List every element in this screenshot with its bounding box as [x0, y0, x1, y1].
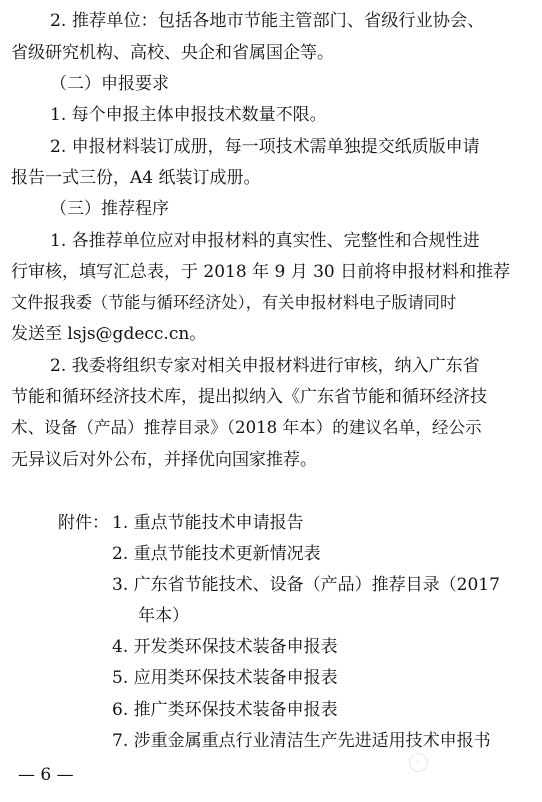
body-line: 2. 我委将组织专家对相关申报材料进行审核，纳入广东省	[50, 356, 480, 376]
page-number: — 6 —	[18, 765, 74, 785]
body-line: 报告一式三份，A4 纸装订成册。	[11, 168, 261, 188]
body-line: 无异议后对外公布，并择优向国家推荐。	[11, 450, 317, 470]
watermark-icon: ◦	[409, 753, 428, 772]
attachments-label: 附件：	[58, 513, 109, 533]
attachment-item: 7. 涉重金属重点行业清洁生产先进适用技术申报书	[112, 731, 491, 751]
attachment-item: 1. 重点节能技术申请报告	[112, 513, 304, 533]
body-line: 术、设备（产品）推荐目录》（2018 年本）的建议名单，经公示	[11, 418, 482, 437]
body-line: 文件报我委（节能与循环经济处），有关申报材料电子版请同时	[11, 293, 457, 312]
body-line: 节能和循环经济技术库，提出拟纳入《广东省节能和循环经济技	[11, 387, 487, 407]
body-line: 省级研究机构、高校、央企和省属国企等。	[11, 43, 334, 63]
attachment-item: 5. 应用类环保技术装备申报表	[112, 668, 338, 688]
body-line: 1. 每个申报主体申报技术数量不限。	[50, 105, 327, 125]
attachment-item: 6. 推广类环保技术装备申报表	[112, 700, 338, 720]
attachment-item: 4. 开发类环保技术装备申报表	[112, 637, 338, 657]
section-heading: （二）申报要求	[50, 74, 169, 94]
body-line: 2. 申报材料装订成册，每一项技术需单独提交纸质版申请	[50, 137, 480, 157]
attachment-item: 2. 重点节能技术更新情况表	[112, 544, 321, 564]
body-line: 2. 推荐单位：包括各地市节能主管部门、省级行业协会、	[50, 11, 485, 31]
attachment-item-continuation: 年本）	[138, 606, 189, 626]
body-line: 行审核，填写汇总表，于 2018 年 9 月 30 日前将申报材料和推荐	[11, 262, 511, 282]
body-line: 1. 各推荐单位应对申报材料的真实性、完整性和合规性进	[50, 231, 480, 251]
section-heading: （三）推荐程序	[50, 199, 169, 219]
attachment-item: 3. 广东省节能技术、设备（产品）推荐目录（2017	[112, 575, 500, 595]
body-line: 发送至 lsjs@gdecc.cn。	[11, 324, 207, 344]
